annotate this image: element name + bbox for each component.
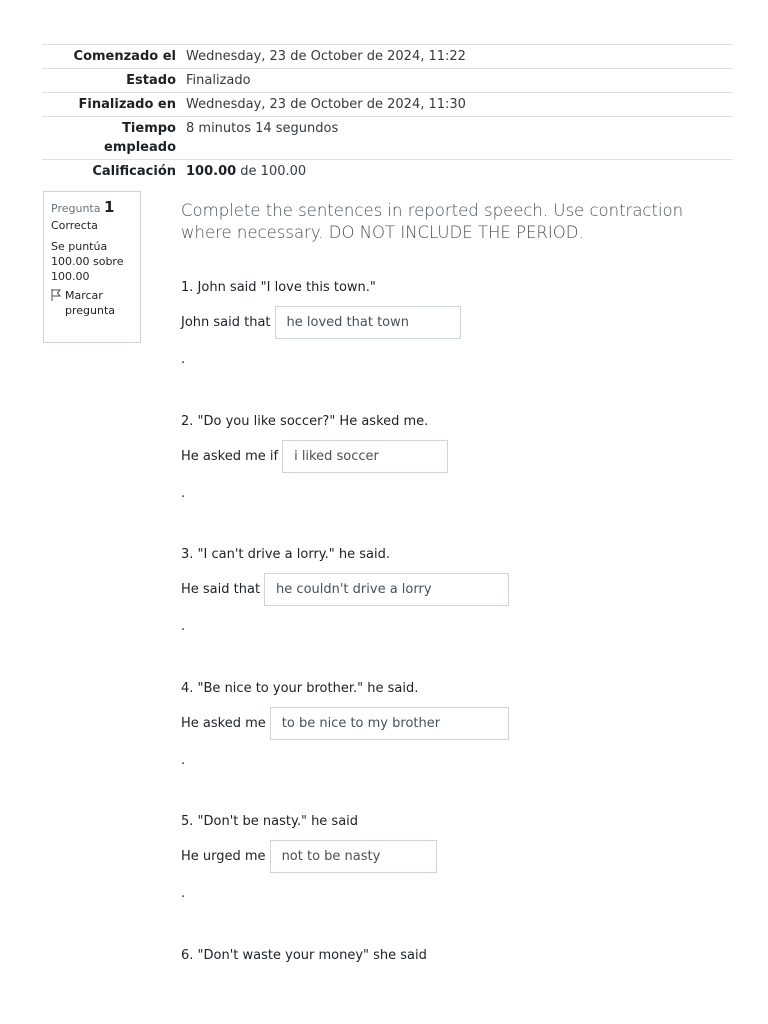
question-content bbox=[181, 200, 733, 963]
started-label: Comenzado el bbox=[42, 45, 182, 69]
grade-label: Calificación bbox=[42, 160, 182, 184]
question-item bbox=[181, 278, 461, 370]
answer-input-2[interactable] bbox=[282, 440, 448, 473]
started-value: Wednesday, 23 de October de 2024, 11:22 bbox=[182, 45, 733, 69]
item-prefix: John said that bbox=[181, 315, 271, 330]
answer-input-3[interactable] bbox=[264, 573, 509, 606]
attempt-summary-table bbox=[42, 44, 733, 183]
summary-row-state bbox=[42, 69, 733, 93]
item-prefix: He asked me bbox=[181, 716, 266, 731]
grade-score: 100.00 bbox=[186, 164, 237, 179]
item-prefix: He asked me if bbox=[181, 449, 279, 464]
answer-input-1[interactable] bbox=[275, 306, 461, 339]
state-value: Finalizado bbox=[182, 69, 733, 93]
question-number bbox=[51, 200, 133, 216]
item-suffix: . bbox=[181, 753, 186, 768]
summary-row-finished bbox=[42, 93, 733, 117]
question-item bbox=[181, 679, 509, 771]
question-item bbox=[181, 545, 509, 637]
flag-question-link[interactable] bbox=[51, 288, 133, 318]
question-number-value: 1 bbox=[103, 198, 115, 216]
question-item bbox=[181, 412, 448, 504]
grade-value bbox=[182, 160, 733, 184]
finished-label: Finalizado en bbox=[42, 93, 182, 117]
summary-row-time bbox=[42, 117, 733, 160]
summary-row-grade bbox=[42, 160, 733, 184]
item-statement: 3. "I can't drive a lorry." he said. bbox=[181, 547, 390, 562]
finished-value: Wednesday, 23 de October de 2024, 11:30 bbox=[182, 93, 733, 117]
item-statement: 6. "Don't waste your money" she said bbox=[181, 948, 427, 963]
item-suffix: . bbox=[181, 486, 186, 501]
answer-input-4[interactable] bbox=[270, 707, 509, 740]
time-label: Tiempo empleado bbox=[42, 117, 182, 160]
summary-row-started bbox=[42, 45, 733, 69]
question-number-label: Pregunta bbox=[51, 202, 104, 215]
item-statement: 5. "Don't be nasty." he said bbox=[181, 814, 359, 829]
question-item bbox=[181, 946, 427, 966]
item-prefix: He urged me bbox=[181, 849, 266, 864]
item-statement: 1. John said "I love this town." bbox=[181, 280, 376, 295]
question-state: Correcta bbox=[51, 219, 98, 232]
flag-icon bbox=[51, 289, 61, 301]
item-suffix: . bbox=[181, 352, 186, 367]
item-suffix: . bbox=[181, 886, 186, 901]
item-statement: 2. "Do you like soccer?" He asked me. bbox=[181, 414, 429, 429]
item-statement: 4. "Be nice to your brother." he said. bbox=[181, 681, 419, 696]
item-suffix: . bbox=[181, 619, 186, 634]
answer-input-5[interactable] bbox=[270, 840, 437, 873]
state-label: Estado bbox=[42, 69, 182, 93]
flag-question-label: Marcar pregunta bbox=[65, 289, 116, 317]
question-grade: Se puntúa 100.00 sobre 100.00 bbox=[51, 240, 124, 283]
item-prefix: He said that bbox=[181, 582, 261, 597]
time-value: 8 minutos 14 segundos bbox=[182, 117, 733, 160]
question-item bbox=[181, 812, 437, 904]
question-info-box bbox=[43, 191, 141, 343]
question-text: Complete the sentences in reported speech. Use contraction where necessary. DO NOT INCLUDE THE PERIOD. bbox=[181, 201, 684, 242]
grade-total: de 100.00 bbox=[236, 164, 307, 179]
